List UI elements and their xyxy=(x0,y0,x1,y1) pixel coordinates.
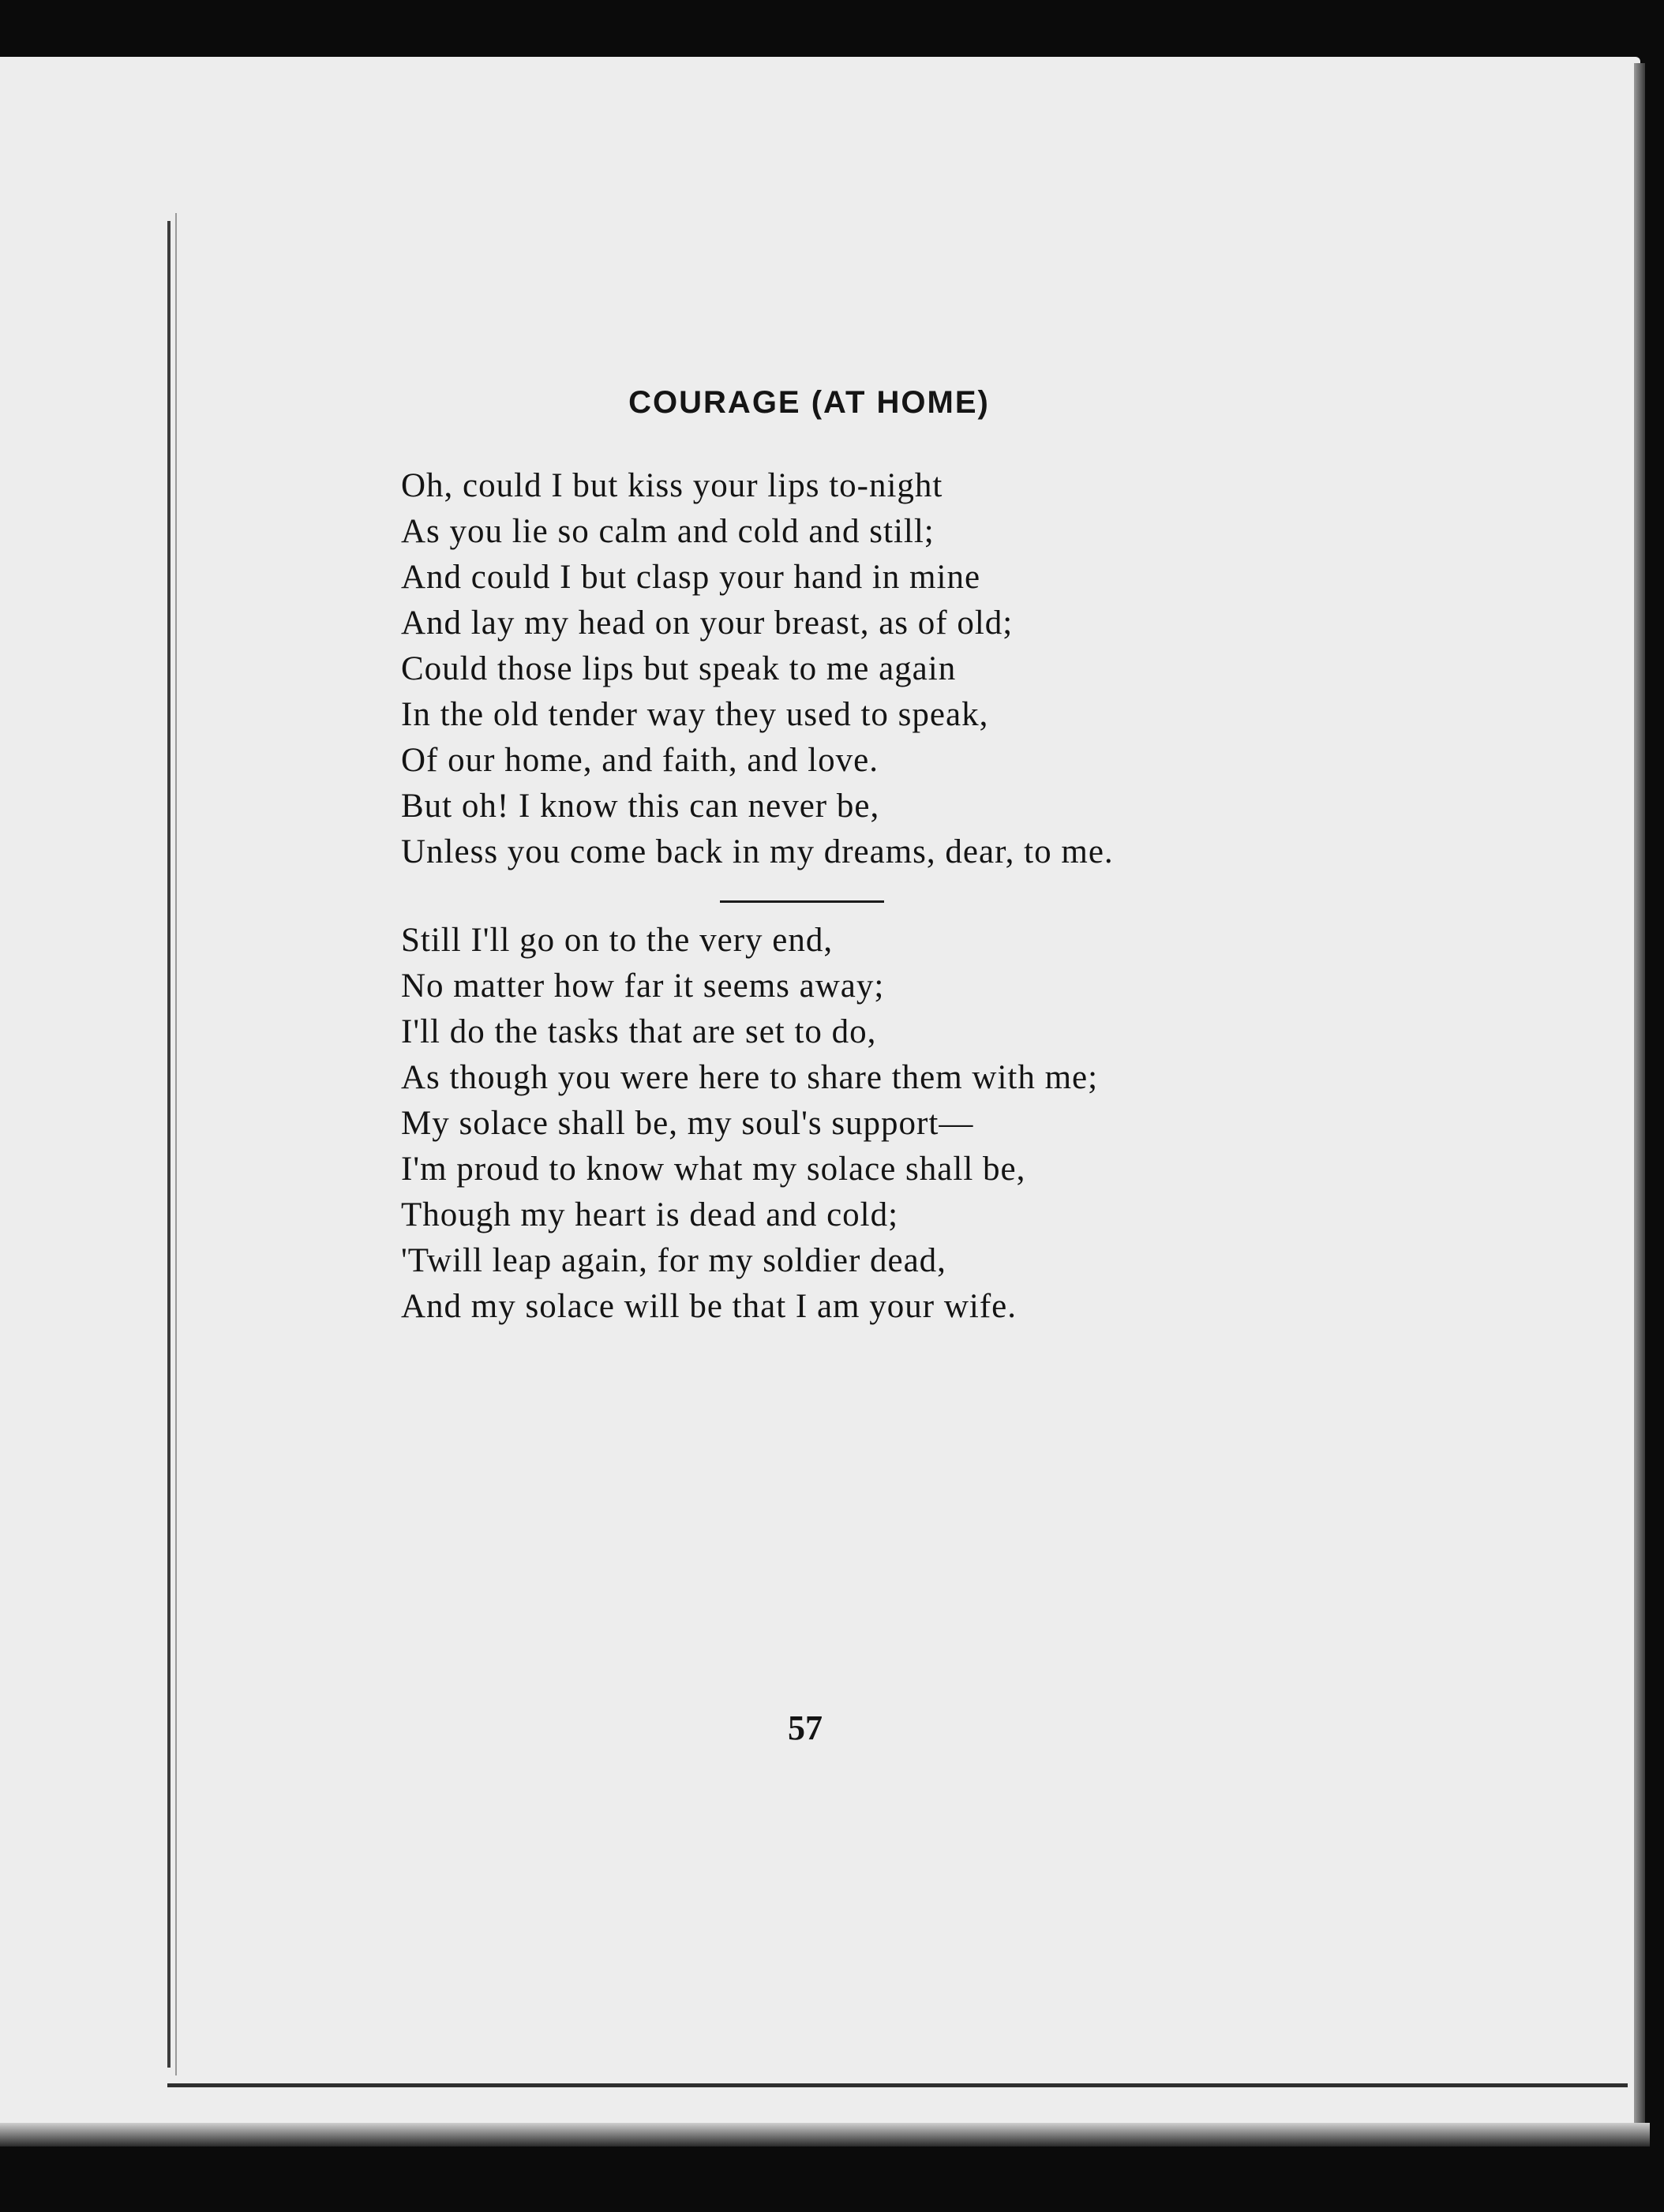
poem-line: I'm proud to know what my solace shall be, xyxy=(401,1151,1026,1188)
poem-line: And my solace will be that I am your wife. xyxy=(401,1288,1017,1325)
stanza-divider xyxy=(720,900,884,903)
poem-line: Could those lips but speak to me again xyxy=(401,650,957,687)
poem-line: As though you were here to share them with me; xyxy=(401,1059,1099,1096)
page-number: 57 xyxy=(788,1709,823,1747)
poem-line: In the old tender way they used to speak, xyxy=(401,696,989,733)
poem-line: And could I but clasp your hand in mine xyxy=(401,559,981,596)
stanza-1 xyxy=(401,463,1114,875)
poem-line: As you lie so calm and cold and still; xyxy=(401,513,935,550)
stanza-2 xyxy=(401,918,1098,1330)
bottom-edge-rule xyxy=(167,2083,1628,2087)
poem-line: Still I'll go on to the very end, xyxy=(401,922,834,959)
poem-line: Oh, could I but kiss your lips to-night xyxy=(401,467,943,504)
poem-line: Of our home, and faith, and love. xyxy=(401,742,879,779)
page-bottom-edge xyxy=(0,2123,1650,2147)
poem-line: My solace shall be, my soul's support— xyxy=(401,1105,974,1142)
page-right-edge xyxy=(1634,63,1645,2131)
poem-line: 'Twill leap again, for my soldier dead, xyxy=(401,1242,946,1279)
binding-gutter-line xyxy=(167,221,171,2068)
binding-gutter-line-faint xyxy=(175,213,177,2075)
poem-line: Unless you come back in my dreams, dear, to me. xyxy=(401,833,1114,870)
poem-line: And lay my head on your breast, as of old; xyxy=(401,604,1014,642)
poem-line: Though my heart is dead and cold; xyxy=(401,1196,899,1233)
poem-title: COURAGE (AT HOME) xyxy=(628,385,990,420)
poem-line: But oh! I know this can never be, xyxy=(401,788,880,825)
poem-line: I'll do the tasks that are set to do, xyxy=(401,1013,877,1050)
poem-line: No matter how far it seems away; xyxy=(401,968,885,1005)
